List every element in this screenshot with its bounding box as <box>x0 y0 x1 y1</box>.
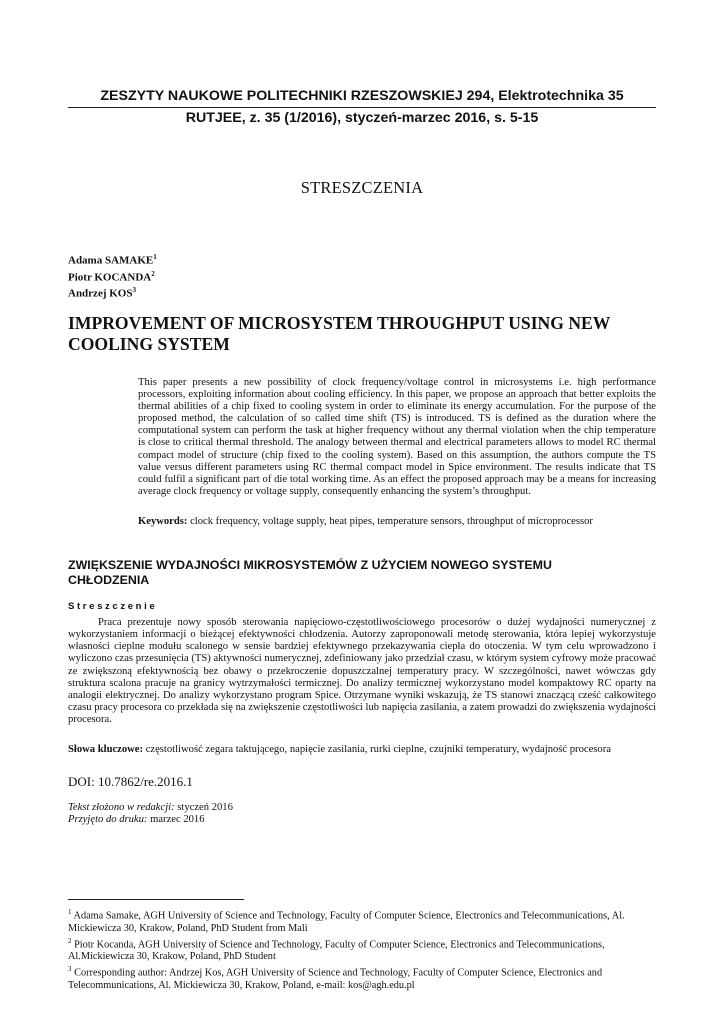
footnote-rule <box>68 899 244 900</box>
abstract-polish: Praca prezentuje nowy sposób sterowania napięciowo-częstotliwościowego procesorów o dużej wydajności numerycznej z wykorzystaniem informacji o bieżącej efektywności chłodzenia. Autorzy zaproponowali metodę sterowania, która lepiej wykorzystuje własności cieplne modułu scalonego w sensie bardziej efektywnego przekazywania ciepła do otoczenia. W tym celu wprowadzono i wyliczono czas przesunięcia (TS) aktywności numerycznej, zdefiniowany jako przedział czasu, w którym system cyfrowy może pracować ze zwiększoną efektywnością bez obawy o przekroczenie dopuszczalnej temperatury pracy. W szczególności, nawet wówczas gdy struktura scalona pracuje na granicy wytrzymałości termicznej. Do analizy termicznej wykorzystano model kompaktowy RC oparty na analogii elektrycznej. Do analizy wykorzystano program Spice. Otrzymane wyniki wskazują, że TS stanowi znaczącą cześć całkowitego czasu pracy procesora co przekłada się na zwiększenie częstotliwości lub napięcia zasilania, a zatem prowadzi do zwiększenia wydajności procesora. <box>68 617 656 726</box>
author-name: Adama SAMAKE <box>68 254 154 267</box>
author-name: Andrzej KOS <box>68 287 133 300</box>
received-value: styczeń 2016 <box>177 802 233 813</box>
author-3 <box>68 284 157 301</box>
section-title: STRESZCZENIA <box>300 178 424 197</box>
footnote-mark: 3 <box>68 965 72 974</box>
author-name: Piotr KOCANDA <box>68 271 152 284</box>
footnote-3 <box>68 963 656 992</box>
keywords-english <box>138 516 656 528</box>
polish-title <box>68 558 658 588</box>
footnote-text: Adama Samake, AGH University of Science and Technology, Faculty of Computer Science, Electronics and Telecommunications, Al. Mickiewicza 30, Krakow, Poland, PhD Student from Mali <box>68 910 625 934</box>
footnote-mark: 2 <box>68 936 72 945</box>
accepted-value: marzec 2016 <box>150 814 205 825</box>
footnote-1 <box>68 906 656 935</box>
footnote-mark: 2 <box>151 269 155 278</box>
journal-header-line1: ZESZYTY NAUKOWE POLITECHNIKI RZESZOWSKIEJ 294, Elektrotechnika 35 <box>100 88 624 104</box>
polish-title-line: ZWIĘKSZENIE WYDAJNOŚCI MIKROSYSTEMÓW Z UŻYCIEM NOWEGO SYSTEMU <box>68 558 552 572</box>
publication-dates <box>68 802 233 826</box>
header-rule <box>68 107 656 108</box>
keywords-label: Słowa kluczowe: <box>68 744 144 755</box>
paper-title-line: COOLING SYSTEM <box>68 334 230 354</box>
abstract-english: This paper presents a new possibility of clock frequency/voltage control in microsystems i.e. high performance processors, exploiting information about cooling efficiency. In this paper, we propose an approach that better exploits the thermal abilities of a chip fixed to cooling system in order to eliminate its energy accumulation. For the purpose of the proposed method, the calculation of so called time shift (TS) is introduced. TS is defined as the duration where the computational system can perform the task at higher frequency without any thermal violation when the chip temperature is close to critical thermal threshold. The analogy between thermal and electrical parameters allows to model RC thermal compact model of structure (chip fixed to the cooling system). Based on this assumption, the authors compute the TS value versus different parameters using RC thermal compact model in Spice environment. The results indicate that TS could fulfil a significant part of die total working time. As an effect the proposed approach may be a means for increasing average clock frequency or voltage supply, consequently enhancing the system’s throughput. <box>138 377 656 497</box>
paper-title <box>68 313 658 355</box>
footnote-text: Piotr Kocanda, AGH University of Science and Technology, Faculty of Computer Science, Electronics and Telecommunications, Al.Mickiewicza 30, Krakow, Poland, PhD Student <box>68 939 605 963</box>
keywords-label: Keywords: <box>138 516 188 527</box>
received-label: Tekst złożono w redakcji: <box>68 802 175 813</box>
polish-abstract-heading: Streszczenie <box>68 601 158 612</box>
paper-title-line: IMPROVEMENT OF MICROSYSTEM THROUGHPUT USING NEW <box>68 313 611 333</box>
footnote-text: Corresponding author: Andrzej Kos, AGH University of Science and Technology, Faculty of Computer Science, Electronics and Telecommunications, Al. Mickiewicza 30, Krakow, Poland, e-mail: kos@agh.edu.pl <box>68 967 603 991</box>
footnote-mark: 1 <box>68 908 72 916</box>
footnote-mark: 1 <box>153 253 157 261</box>
keywords-polish <box>68 744 656 756</box>
footnote-2 <box>68 935 656 964</box>
doi[interactable]: DOI: 10.7862/re.2016.1 <box>68 774 193 789</box>
author-list <box>68 251 157 301</box>
received-date <box>68 802 233 814</box>
footnote-mark: 3 <box>132 286 136 295</box>
journal-header-line2: RUTJEE, z. 35 (1/2016), styczeń-marzec 2016, s. 5-15 <box>185 110 539 126</box>
keywords-text: częstotliwość zegara taktującego, napięcie zasilania, rurki cieplne, czujniki temperatury, wydajność procesora <box>145 744 611 755</box>
author-1 <box>68 251 157 268</box>
footnotes <box>68 906 656 992</box>
keywords-text: clock frequency, voltage supply, heat pipes, temperature sensors, throughput of microprocessor <box>190 516 593 527</box>
polish-title-line: CHŁODZENIA <box>68 573 150 587</box>
author-2 <box>68 268 157 285</box>
accepted-date <box>68 814 233 826</box>
accepted-label: Przyjęto do druku: <box>68 814 148 825</box>
